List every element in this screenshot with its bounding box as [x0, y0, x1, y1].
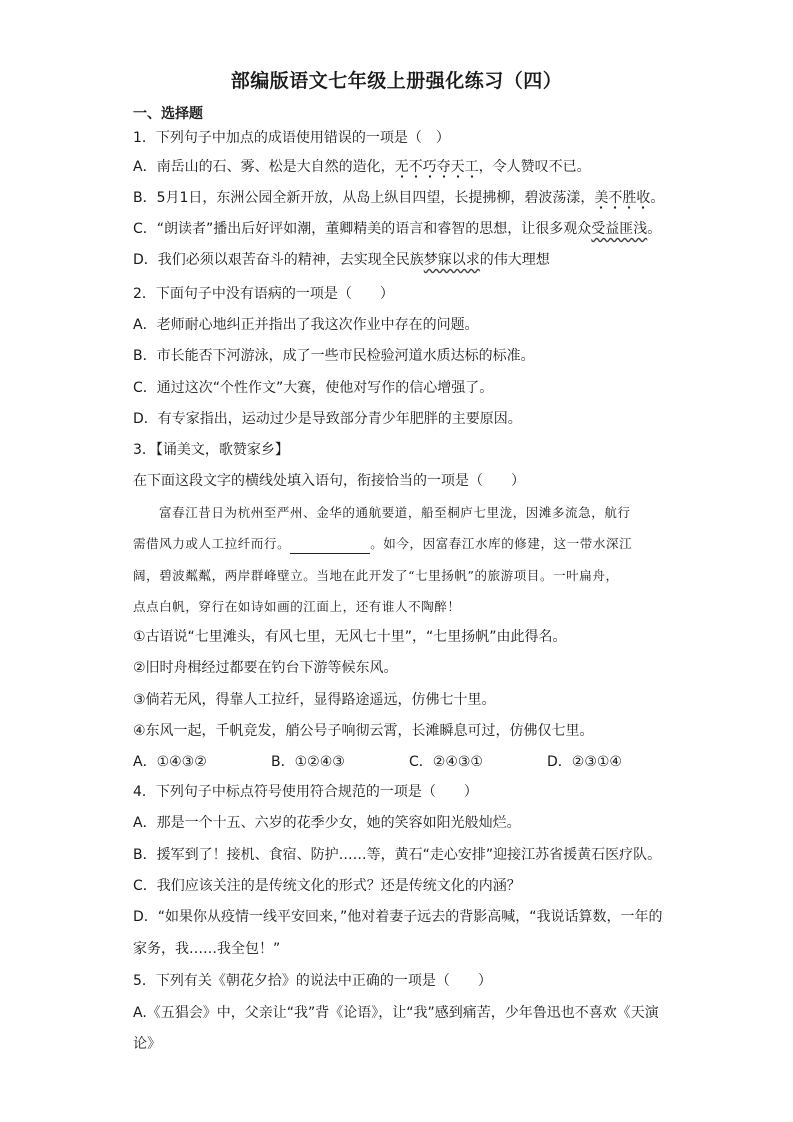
q1-b-idiom: 美不胜收 — [594, 190, 650, 210]
q4-option-a: A．那是一个十五、六岁的花季少女，她的笑容如阳光般灿烂。 — [133, 815, 521, 831]
q1-c-post: 。 — [647, 221, 662, 237]
q3-option-c: C．②④③① — [409, 754, 483, 770]
q3-passage-2b: 。如今，因富春江水库的修建，这一带水深江 — [370, 536, 633, 551]
q1-a-post: ，令人赞叹不已。 — [478, 159, 591, 175]
q1-b-post: 。 — [650, 190, 665, 206]
q3-passage-line-4: 点点白帆，穿行在如诗如画的江面上，还有谁人不陶醉！ — [133, 599, 461, 614]
document-title: 部编版语文七年级上册强化练习（四） — [230, 70, 563, 92]
q3-passage-line-2 — [133, 534, 663, 554]
q1-option-c — [133, 219, 661, 239]
q5-stem: 5．下列有关《朝花夕拾》的说法中正确的一项是（ ） — [133, 973, 492, 989]
answer-blank — [290, 539, 370, 554]
q4-stem: 4．下列句子中标点符号使用符合规范的一项是（ ） — [133, 784, 478, 800]
q3-stem: 在下面这段文字的横线处填入语句，衔接恰当的一项是（ ） — [133, 473, 525, 489]
q1-d-post: 的伟大理想 — [479, 252, 550, 268]
q1-stem: 1．下列句子中加点的成语使用错误的一项是（ ） — [133, 130, 450, 146]
q5-option-a-line-2: 论》 — [133, 1036, 161, 1052]
q3-heading: 3．【诵美文，歌赞家乡】 — [133, 442, 289, 458]
section-heading: 一、选择题 — [133, 106, 203, 122]
q1-a-pre: A．南岳山的石、雾、松是大自然的造化， — [133, 159, 395, 175]
q4-option-d-line-1: D．“如果你从疫情一线平安回来，”他对着妻子远去的背影高喊，“我说话算数，一年的 — [133, 909, 663, 925]
q2-option-d: D．有专家指出，运动过少是导致部分青少年肥胖的主要原因。 — [133, 411, 522, 427]
q4-option-d-line-2: 家务，我……我全包！” — [133, 941, 281, 957]
q1-d-pre: D．我们必须以艰苦奋斗的精神，去实现全民族 — [133, 252, 424, 268]
q3-sentence-2: ②旧时舟楫经过都要在钓台下游等候东风。 — [133, 660, 398, 676]
q5-option-a-line-1: A.《五猖会》中，父亲让“我”背《论语》，让“我”感到痛苦，少年鲁迅也不喜欢《天演 — [133, 1005, 659, 1021]
q1-option-a — [133, 157, 591, 177]
q1-b-pre: B．5月1日，东洲公园全新开放，从岛上纵目四望，长提拂柳，碧波荡漾， — [133, 190, 595, 206]
q3-sentence-1: ①古语说“七里滩头，有风七里，无风七十里”，“七里扬帆”由此得名。 — [133, 629, 567, 645]
q3-passage-line-3: 阔，碧波粼粼，两岸群峰壁立。当地在此开发了“七里扬帆”的旅游项目。一叶扁舟， — [133, 568, 619, 583]
q2-option-a: A．老师耐心地纠正并指出了我这次作业中存在的问题。 — [133, 317, 479, 333]
q4-option-c: C．我们应该关注的是传统文化的形式？还是传统文化的内涵？ — [133, 878, 521, 894]
q3-option-a: A．①④③② — [133, 754, 207, 770]
q1-option-d — [133, 250, 550, 270]
q1-d-idiom: 梦寐以求 — [423, 252, 480, 268]
q3-option-b: B．①②④③ — [271, 754, 345, 770]
q3-sentence-4: ④东风一起，千帆竞发，艄公号子响彻云霄，长滩瞬息可过，仿佛仅七里。 — [133, 723, 594, 739]
q1-c-idiom: 受益匪浅 — [591, 221, 648, 237]
q3-passage-line-1: 富春江昔日为杭州至严州、金华的通航要道，船至桐庐七里泷，因滩多流急，航行 — [159, 505, 631, 520]
q3-passage-2a: 需借风力或人工拉纤而行。 — [133, 536, 291, 551]
q3-option-d: D．②③①④ — [547, 754, 622, 770]
q2-stem: 2．下面句子中没有语病的一项是（ ） — [133, 286, 394, 302]
q4-option-b: B．援军到了！接机、食宿、防护……等，黄石“走心安排”迎接江苏省援黄石医疗队。 — [133, 847, 662, 863]
q2-option-c: C．通过这次“个性作文”大赛，使他对写作的信心增强了。 — [133, 380, 494, 396]
q3-sentence-3: ③倘若无风，得靠人工拉纤，显得路途遥远，仿佛七十里。 — [133, 692, 496, 708]
q1-option-b — [133, 188, 664, 208]
q2-option-b: B．市长能否下河游泳，成了一些市民检验河道水质达标的标准。 — [133, 348, 535, 364]
q1-c-pre: C．“朗读者”播出后好评如潮，董卿精美的语言和睿智的思想，让很多观众 — [133, 221, 592, 237]
q1-a-idiom: 无不巧夺天工 — [395, 159, 479, 179]
